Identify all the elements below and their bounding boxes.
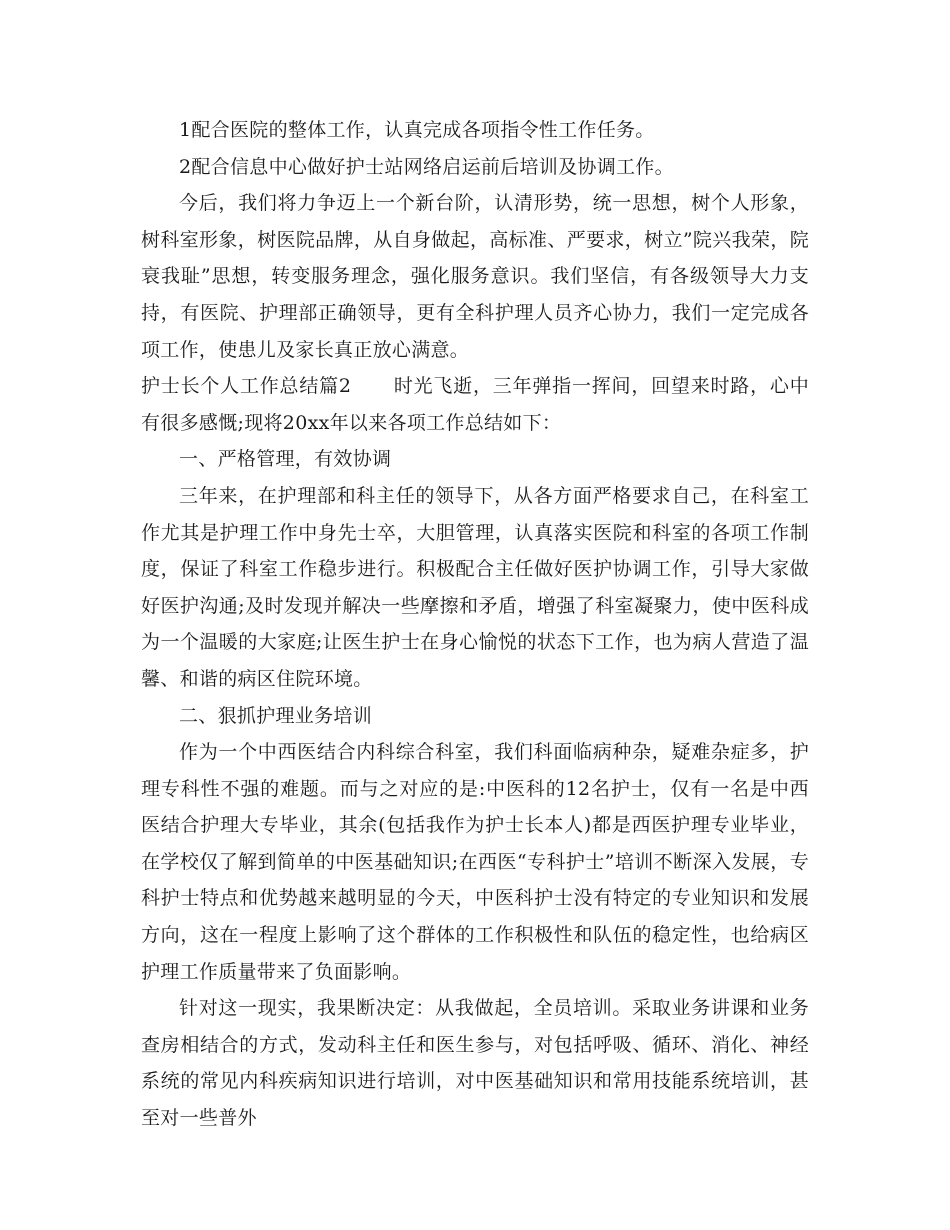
paragraph: 1配合医院的整体工作，认真完成各项指令性工作任务。	[179, 119, 655, 141]
paragraph: 三年来，在护理部和科主任的领导下，从各方面严格要求自己，在科室工作尤其是护理工作中身先士卒，大胆管理，认真落实医院和科室的各项工作制度，保证了科室工作稳步进行。积极配合主任做好医护协调工作，引导大家做好医护沟通;及时发现并解决一些摩擦和矛盾，增强了科室凝聚力，使中医科成为一个温暖的大家庭;让医生护士在身心愉悦的状态下工作，也为病人营造了温馨、和谐的病区住院环境。	[141, 484, 809, 690]
paragraph-text: 时光飞逝，三年弹指一挥间，回望来时路，心中有很多感慨;现将20xx年以来各项工作总结如下：	[141, 375, 809, 434]
section-heading: 二、狠抓护理业务培训	[179, 704, 373, 727]
paragraph: 今后，我们将力争迈上一个新台阶，认清形势，统一思想，树个人形象，树科室形象，树医院品牌，从自身做起，高标准、严要求，树立”院兴我荣，院衰我耻”思想，转变服务理念，强化服务意识。我们坚信，有各级领导大力支持，有医院、护理部正确领导，更有全科护理人员齐心协力，我们一定完成各项工作，使患儿及家长真正放心满意。	[141, 192, 809, 361]
section-heading: 一、严格管理，有效协调	[179, 448, 392, 471]
paragraph: 针对这一现实，我果断决定：从我做起，全员培训。采取业务讲课和业务查房相结合的方式，发动科主任和医生参与，对包括呼吸、循环、消化、神经系统的常见内科疾病知识进行培训，对中医基础知识和常用技能系统培训，甚至对一些普外	[141, 997, 809, 1130]
section-paragraph	[141, 368, 809, 441]
section-title: 护士长个人工作总结篇2	[141, 375, 352, 398]
paragraph: 2配合信息中心做好护士站网络启运前后培训及协调工作。	[179, 155, 674, 178]
paragraph: 作为一个中西医结合内科综合科室，我们科面临病种杂，疑难杂症多，护理专科性不强的难题。而与之对应的是:中医科的12名护士，仅有一名是中西医结合护理大专毕业，其余(包括我作为护士长本人)都是西医护理专业毕业，在学校仅了解到简单的中医基础知识;在西医“专科护士”培训不断深入发展，专科护士特点和优势越来越明显的今天，中医科护士没有特定的专业知识和发展方向，这在一程度上影响了这个群体的工作积极性和队伍的稳定性，也给病区护理工作质量带来了负面影响。	[141, 741, 809, 983]
document-body	[141, 112, 809, 1137]
